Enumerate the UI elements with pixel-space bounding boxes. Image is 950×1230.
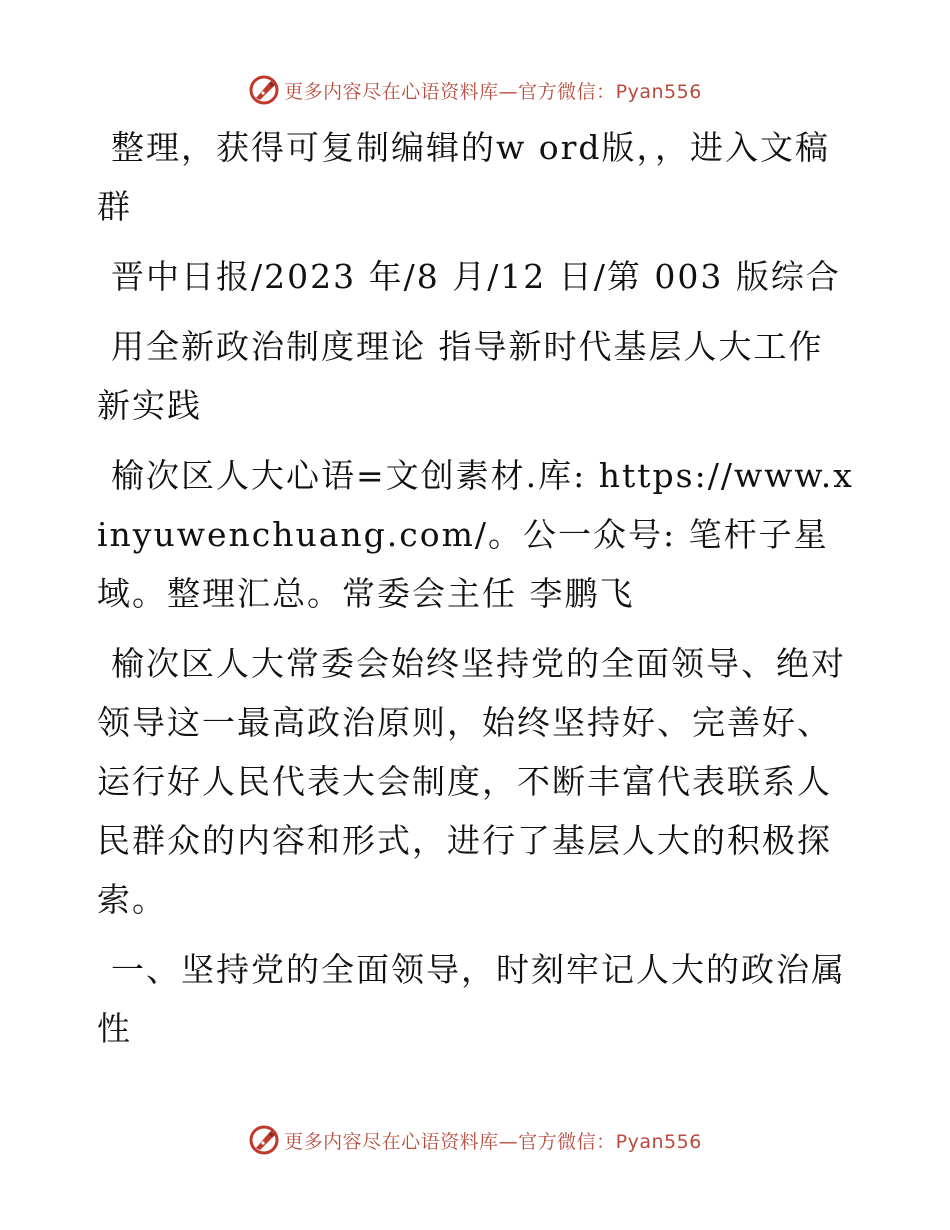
article-title: 用全新政治制度理论 指导新时代基层人大工作新实践 xyxy=(97,327,824,425)
footer-banner xyxy=(0,1120,950,1160)
footer-banner-text: 更多内容尽在心语资料库—官方微信：Pyan556 xyxy=(284,1130,702,1153)
pen-nib-logo-icon xyxy=(248,74,280,106)
paragraph-source-line: 晋中日报/2023 年/8 月/12 日/第 003 版综合 xyxy=(111,257,841,296)
section-heading-1: 一、坚持党的全面领导，时刻牢记人大的政治属性 xyxy=(97,950,846,1048)
paragraph-author-line: 榆次区人大心语=文创素材.库: https://www.xinyuwenchuang.com/。公一众号: 笔杆子星域。整理汇总。常委会主任 李鹏飞 xyxy=(97,456,854,613)
header-banner xyxy=(0,70,950,110)
paragraph-intro-note: 整理，获得可复制编辑的w ord版，，进入文稿群 xyxy=(97,128,831,226)
document-body xyxy=(97,118,857,1069)
pen-nib-logo-icon xyxy=(248,1124,280,1156)
header-banner-text: 更多内容尽在心语资料库—官方微信：Pyan556 xyxy=(284,80,702,103)
paragraph-body: 榆次区人大常委会始终坚持党的全面领导、绝对领导这一最高政治原则，始终坚持好、完善好、运行好人民代表大会制度，不断丰富代表联系人民群众的内容和形式，进行了基层人大的积极探索。 xyxy=(97,644,846,919)
